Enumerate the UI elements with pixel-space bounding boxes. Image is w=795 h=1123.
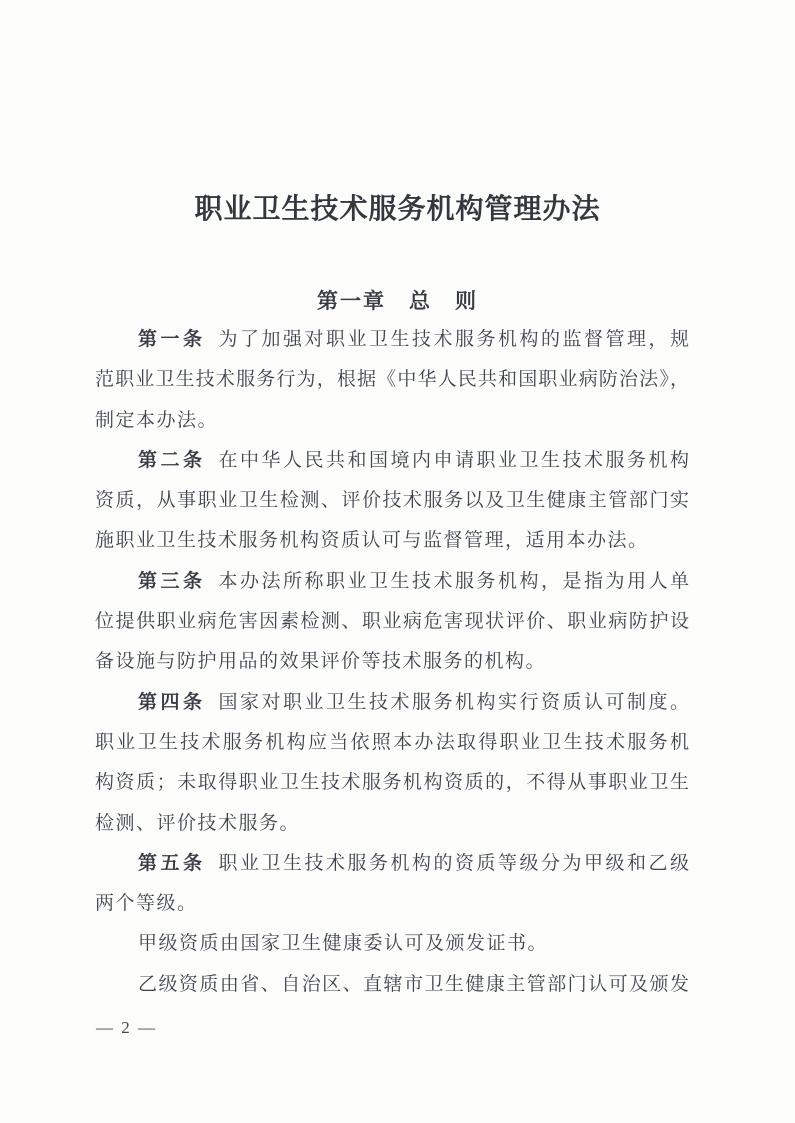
line-text: 制定本办法。 (95, 409, 219, 431)
line-text: 国家对职业卫生技术服务机构实行资质认可制度。 (218, 691, 689, 713)
line-text: 两个等级。 (95, 893, 198, 915)
text-line (95, 401, 689, 441)
text-line (95, 884, 689, 924)
chapter-heading: 第一章 总 则 (317, 290, 478, 313)
line-text: 乙级资质由省、自治区、直辖市卫生健康主管部门认可及颁发 (138, 973, 689, 995)
article-number: 第二条 (138, 449, 206, 471)
text-line (95, 965, 689, 1005)
line-text: 为了加强对职业卫生技术服务机构的监督管理，规 (218, 329, 689, 350)
line-text: 范职业卫生技术服务行为，根据《中华人民共和国职业病防治法》， (95, 369, 689, 391)
text-line (95, 562, 689, 602)
line-text: 职业卫生技术服务机构应当依照本办法取得职业卫生技术服务机 (95, 731, 689, 753)
line-text: 位提供职业病危害因素检测、职业病危害现状评价、职业病防护设 (95, 611, 689, 633)
text-line (95, 481, 689, 521)
document-title: 职业卫生技术服务机构管理办法 (194, 193, 601, 224)
line-text: 本办法所称职业卫生技术服务机构，是指为用人单 (218, 570, 689, 592)
line-text: 构资质；未取得职业卫生技术服务机构资质的，不得从事职业卫生 (95, 772, 689, 794)
line-text: 甲级资质由国家卫生健康委认可及颁发证书。 (138, 933, 549, 955)
page-number: — 2 — (96, 1018, 157, 1037)
text-line (95, 844, 689, 884)
text-line (95, 441, 689, 481)
text-line (95, 924, 689, 964)
line-text: 检测、评价技术服务。 (95, 812, 301, 834)
article-number: 第五条 (138, 852, 206, 874)
text-line (95, 320, 689, 360)
text-line (95, 763, 689, 803)
article-number: 第三条 (138, 570, 206, 592)
text-line (95, 723, 689, 763)
line-text: 职业卫生技术服务机构的资质等级分为甲级和乙级 (218, 852, 689, 874)
article-number: 第四条 (138, 691, 206, 713)
text-line (95, 804, 689, 844)
line-text: 在中华人民共和国境内申请职业卫生技术服务机构 (218, 449, 689, 471)
line-text: 资质，从事职业卫生检测、评价技术服务以及卫生健康主管部门实 (95, 490, 689, 512)
document-body (95, 320, 689, 1005)
line-text: 施职业卫生技术服务机构资质认可与监督管理，适用本办法。 (95, 530, 649, 552)
text-line (95, 642, 689, 682)
text-line (95, 602, 689, 642)
article-number: 第一条 (138, 329, 206, 350)
line-text: 备设施与防护用品的效果评价等技术服务的机构。 (95, 651, 547, 673)
text-line (95, 521, 689, 561)
text-line (95, 683, 689, 723)
text-line (95, 360, 689, 400)
